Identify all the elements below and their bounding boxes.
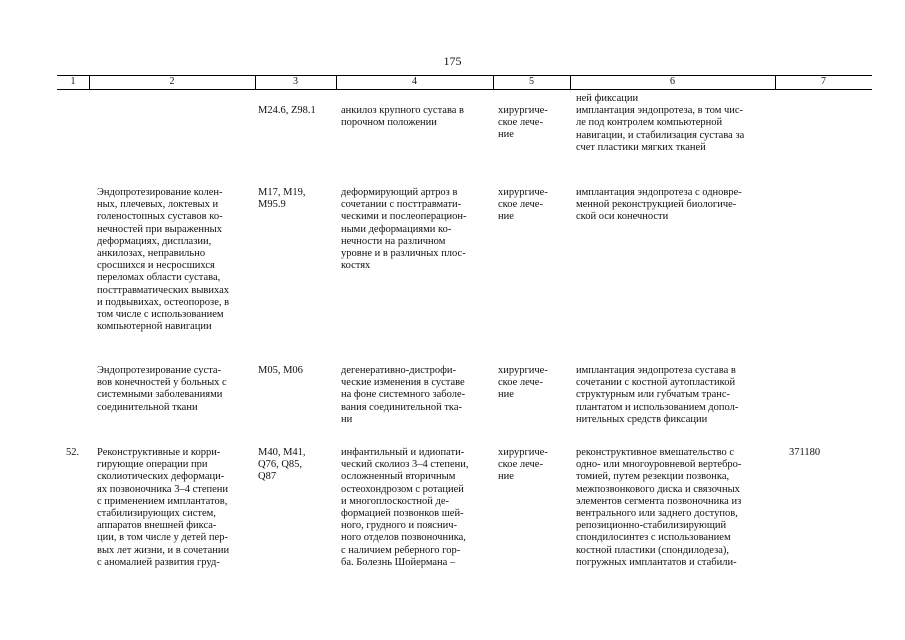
column-number-7: 7 [821,76,826,87]
row-name: Эндопротезирование суста- вов конечностей у больных с системными заболеваниями соединительной ткани [97,365,227,413]
row-name: Эндопротезирование колен- ных, плечевых, локтевых и голеностопных суставов ко- нечностей при выраженных деформациях, дисплазии, анкилозах, неправильно сросшихся и несросшихся переломах области сустава, посттравматических вывихах и подвывихах, остеопорозе, в том числе с использованием компьютерной навигации [97,187,230,333]
page-number: 175 [443,54,462,68]
row-condition: инфантильный и идиопати- ческий сколиоз 3–4 степени, осложненный вторичным остеохондрозом с ротацией и многоплоскостной де- формацией позвонков шей- ного, грудного и пояснич- ного отделов позвоночника, с наличием реберного гор- ба. Болезнь Шойермана – [341,447,469,568]
row-treatment-type: хирургиче- ское лече- ние [498,187,548,223]
row-method: реконструктивное вмешательство с одно- или многоуровневой вертебро- томией, путем резекции позвонка, межпозвонкового диска и связочных элементов сегмента позвоночника из вентрального или заднего доступов, репозиционно-стабилизирующий спондилосинтез с использованием костной пластики (спондилодеза), погружных имплантатов и стабили- [576,447,742,568]
row-codes: M24.6, Z98.1 [258,105,316,116]
column-number-4: 4 [412,76,417,87]
column-number-1: 1 [70,76,76,87]
row-name: Реконструктивные и корри- гирующие операции при сколиотических деформаци- ях позвоночника 3–4 степени с применением имплантатов, стабилизирующих систем, аппаратов внешней фикса- ции, в том числе у детей пер- вых лет жизни, и в сочетании с аномалией развития груд- [97,447,230,568]
row-condition: дегенеративно-дистрофи- ческие изменения в суставе на фоне системного заболе- вания соединительной тка- ни [341,365,466,425]
column-number-2: 2 [169,76,175,87]
row-treatment-type: хирургиче- ское лече- ние [498,447,548,483]
row-method: ней фиксации имплантация эндопротеза, в том чис- ле под контролем компьютерной навигации, и стабилизация сустава за счет пластики мягких тканей [576,93,745,153]
row-condition: анкилоз крупного сустава в порочном положении [341,105,465,129]
row-method: имплантация эндопротеза сустава в сочетании с костной аутопластикой структурным или губчатым транс- плантатом и использованием допол- нительных средств фиксации [576,365,739,425]
column-number-6: 6 [670,76,675,87]
row-treatment-type: хирургиче- ское лече- ние [498,365,548,401]
column-number-3: 3 [293,76,298,87]
row-codes: M40, M41, Q76, Q85, Q87 [258,447,306,483]
row-condition: деформирующий артроз в сочетании с посттравмати- ческими и послеоперацион- ными деформациями ко- нечности на различном уровне и в различных плос- костях [341,187,467,272]
row-codes: M17, M19, M95.9 [258,187,306,211]
row-method: имплантация эндопротеза с одновре- менной реконструкцией биологиче- ской оси конечности [576,187,742,223]
column-number-header [57,75,872,89]
row-cost: 371180 [789,447,821,458]
header-bottom-rule [57,89,872,90]
row-number: 52. [66,447,80,458]
row-treatment-type: хирургиче- ское лече- ние [498,105,548,141]
row-codes: M05, M06 [258,365,303,376]
column-number-5: 5 [529,76,534,87]
